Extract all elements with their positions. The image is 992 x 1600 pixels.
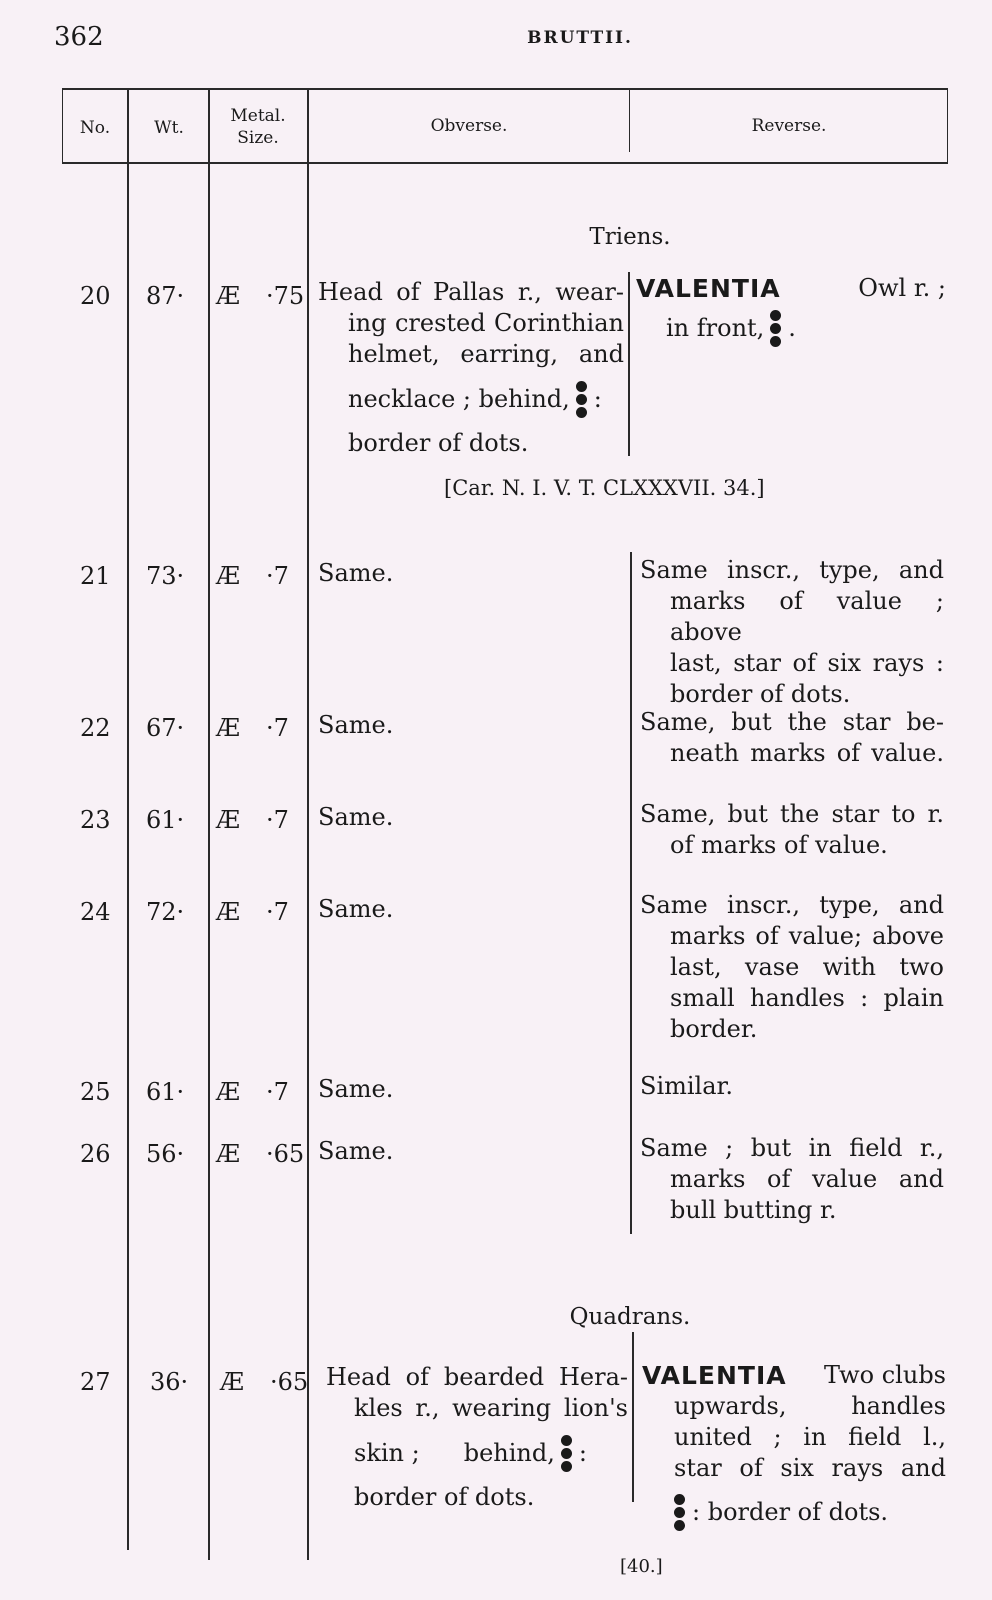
header-bottom-rule bbox=[62, 162, 948, 164]
obverse-line: border of dots. bbox=[354, 1483, 535, 1511]
reverse-line: in front, bbox=[666, 314, 765, 342]
entry-24-obverse: Same. bbox=[318, 895, 394, 923]
reverse-line: neath marks of value. bbox=[670, 739, 944, 767]
reverse-line: of marks of value. bbox=[670, 831, 888, 859]
entry-20-citation: [Car. N. I. V. T. CLXXXVII. 34.] bbox=[444, 476, 765, 500]
reverse-line: Same ; but in field r., bbox=[640, 1134, 944, 1162]
divider-27 bbox=[632, 1332, 634, 1502]
obverse-line: ing crested Corinthian bbox=[348, 309, 624, 337]
entry-21-no: 21 bbox=[80, 562, 111, 590]
divider-21-26 bbox=[630, 552, 632, 1234]
col-rule-left bbox=[62, 90, 63, 164]
reverse-line: upwards, bbox=[674, 1392, 787, 1420]
entry-24-reverse bbox=[640, 890, 944, 1045]
entry-21-reverse bbox=[640, 555, 944, 710]
three-pellets-icon bbox=[770, 308, 782, 349]
reverse-line: Same, but the star be- bbox=[640, 708, 944, 736]
reverse-line: united ; in field l., bbox=[674, 1423, 946, 1451]
table-top-rule bbox=[62, 88, 948, 90]
obverse-line: Head of bearded Hera- bbox=[326, 1363, 628, 1391]
entry-26-reverse bbox=[640, 1133, 944, 1226]
header-size: Size. bbox=[237, 128, 279, 148]
entry-21-metal: Æ bbox=[216, 562, 241, 590]
entry-27-wt: 36· bbox=[150, 1368, 189, 1396]
reverse-line: small handles : plain bbox=[670, 984, 944, 1012]
reverse-line: last, star of six rays : bbox=[670, 649, 944, 677]
reverse-line: border. bbox=[670, 1015, 758, 1043]
reverse-line: marks of value and bbox=[670, 1165, 944, 1193]
col-rule-metal bbox=[307, 90, 309, 1560]
entry-25-reverse: Similar. bbox=[640, 1072, 733, 1100]
reverse-line: handles bbox=[851, 1392, 946, 1420]
entry-23-no: 23 bbox=[80, 806, 111, 834]
entry-24-no: 24 bbox=[80, 898, 111, 926]
reverse-line: marks of value ; above bbox=[670, 587, 944, 646]
entry-23-reverse bbox=[640, 799, 944, 861]
obverse-line: skin ; bbox=[354, 1438, 420, 1467]
entry-25-metal: Æ bbox=[216, 1078, 241, 1106]
reverse-line: Same inscr., type, and bbox=[640, 891, 944, 919]
reverse-line: Two clubs bbox=[823, 1361, 946, 1389]
entry-26-size: ·65 bbox=[266, 1140, 305, 1168]
reverse-punct: . bbox=[788, 314, 796, 342]
footer-signature: [40.] bbox=[620, 1556, 663, 1577]
obverse-punct: : bbox=[578, 1438, 587, 1467]
entry-22-metal: Æ bbox=[216, 714, 241, 742]
entry-22-obverse: Same. bbox=[318, 711, 394, 739]
obverse-punct: : bbox=[593, 384, 602, 413]
entry-23-obverse: Same. bbox=[318, 803, 394, 831]
entry-22-reverse bbox=[640, 707, 944, 769]
entry-24-wt: 72· bbox=[146, 898, 185, 926]
entry-24-metal: Æ bbox=[216, 898, 241, 926]
reverse-line: Same, but the star to r. bbox=[640, 800, 944, 828]
entry-21-obverse: Same. bbox=[318, 559, 394, 587]
col-rule-right bbox=[947, 90, 948, 164]
reverse-line: : border of dots. bbox=[692, 1497, 889, 1526]
three-pellets-icon bbox=[576, 379, 588, 420]
col-rule-no bbox=[127, 90, 129, 1550]
entry-22-size: ·7 bbox=[266, 714, 289, 742]
col-rule-wt bbox=[208, 90, 210, 1560]
entry-20-size: ·75 bbox=[266, 282, 305, 310]
entry-26-metal: Æ bbox=[216, 1140, 241, 1168]
entry-23-metal: Æ bbox=[216, 806, 241, 834]
divider-20 bbox=[628, 272, 630, 456]
obverse-line: border of dots. bbox=[348, 429, 529, 457]
header-no: No. bbox=[79, 118, 111, 138]
entry-22-wt: 67· bbox=[146, 714, 185, 742]
entry-26-obverse: Same. bbox=[318, 1137, 394, 1165]
reverse-legend: VALENTIA bbox=[642, 1361, 787, 1390]
reverse-line: last, vase with two bbox=[670, 953, 944, 981]
obverse-line: Head of Pallas r., wear- bbox=[318, 278, 624, 306]
entry-23-size: ·7 bbox=[266, 806, 289, 834]
reverse-line: Same inscr., type, and bbox=[640, 556, 944, 584]
entry-20-wt: 87· bbox=[146, 282, 185, 310]
obverse-line: kles r., wearing lion's bbox=[354, 1394, 628, 1422]
entry-27-no: 27 bbox=[80, 1368, 111, 1396]
entry-24-size: ·7 bbox=[266, 898, 289, 926]
entry-21-size: ·7 bbox=[266, 562, 289, 590]
entry-20-metal: Æ bbox=[216, 282, 241, 310]
reverse-line: star of six rays and bbox=[674, 1454, 946, 1482]
entry-27-obverse bbox=[326, 1362, 628, 1513]
reverse-line: marks of value; above bbox=[670, 922, 944, 950]
entry-27-reverse bbox=[642, 1360, 946, 1540]
reverse-legend: VALENTIA bbox=[636, 274, 781, 303]
entry-22-no: 22 bbox=[80, 714, 111, 742]
entry-26-wt: 56· bbox=[146, 1140, 185, 1168]
section-quadrans: Quadrans. bbox=[569, 1304, 691, 1330]
entry-27-metal: Æ bbox=[220, 1368, 245, 1396]
entry-26-no: 26 bbox=[80, 1140, 111, 1168]
header-metal: Metal. bbox=[230, 106, 286, 126]
entry-25-wt: 61· bbox=[146, 1078, 185, 1106]
entry-25-no: 25 bbox=[80, 1078, 111, 1106]
section-triens: Triens. bbox=[589, 224, 671, 250]
entry-25-obverse: Same. bbox=[318, 1075, 394, 1103]
entry-23-wt: 61· bbox=[146, 806, 185, 834]
entry-21-wt: 73· bbox=[146, 562, 185, 590]
obverse-line: behind, bbox=[463, 1438, 555, 1467]
col-rule-obverse-header bbox=[629, 90, 630, 152]
entry-20-no: 20 bbox=[80, 282, 111, 310]
entry-20-reverse bbox=[636, 273, 946, 349]
running-head: BRUTTII. bbox=[527, 28, 633, 48]
entry-27-size: ·65 bbox=[270, 1368, 309, 1396]
entry-20-obverse bbox=[318, 277, 624, 459]
header-wt: Wt. bbox=[154, 118, 184, 138]
page-number: 362 bbox=[54, 22, 104, 52]
entry-25-size: ·7 bbox=[266, 1078, 289, 1106]
reverse-line: Owl r. ; bbox=[858, 274, 946, 302]
three-pellets-icon bbox=[561, 1433, 573, 1474]
obverse-line: helmet, earring, and bbox=[348, 340, 624, 368]
three-pellets-icon bbox=[674, 1492, 686, 1533]
reverse-line: bull butting r. bbox=[670, 1196, 837, 1224]
header-obverse: Obverse. bbox=[430, 116, 508, 136]
obverse-line: necklace ; behind, bbox=[348, 384, 570, 413]
reverse-line: border of dots. bbox=[670, 680, 851, 708]
header-reverse: Reverse. bbox=[751, 116, 827, 136]
